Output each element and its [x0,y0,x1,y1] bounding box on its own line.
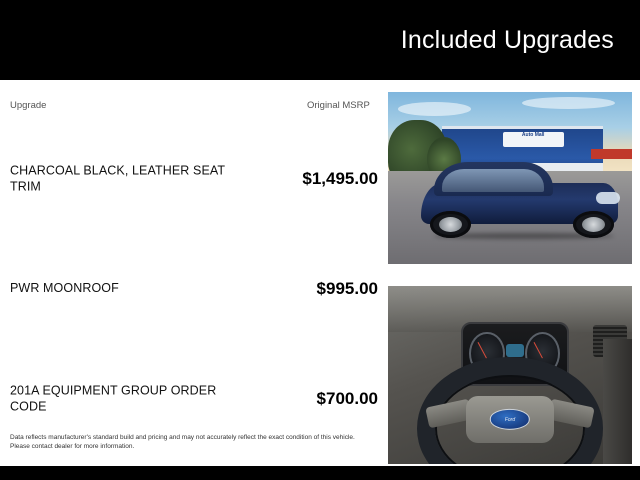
cluster-display [506,344,525,357]
cloud [398,102,471,116]
upgrade-price: $700.00 [316,389,378,408]
upgrades-list [0,124,388,454]
vehicle-exterior-photo [388,92,632,264]
steering-wheel-hub [466,396,554,442]
disclaimer-text: Data reflects manufacturer's standard build and pricing and may not accurately reflect the exact condition of this vehicle. Please contact dealer for more information. [10,433,355,451]
footer-bar [0,466,640,480]
upgrade-label: 201A EQUIPMENT GROUP ORDER CODE [10,383,217,413]
table-row [0,234,388,344]
vehicle-interior-steering-wheel-photo [388,286,632,464]
table-row [0,124,388,234]
wheel-hub [439,217,462,232]
page-title: Included Upgrades [400,25,614,54]
dealer-sign: Auto Mall [503,132,564,147]
upgrade-price: $995.00 [316,279,378,298]
page-header [0,0,640,80]
building-trim [591,149,632,159]
column-header-msrp: Original MSRP [307,100,370,111]
wheel-hub [582,217,605,232]
door-panel [603,339,632,464]
column-header-upgrade: Upgrade [10,100,47,111]
car-wheel-rear [430,211,471,238]
car-body-group [417,161,622,240]
gauge-needle [534,342,544,359]
car-headlight [596,192,621,203]
car-windshield [442,169,544,193]
upgrade-label: CHARCOAL BLACK, LEATHER SEAT TRIM [10,163,225,193]
gauge-needle [478,342,488,359]
upgrade-price: $1,495.00 [302,169,378,188]
ford-badge-icon: Ford [490,409,530,429]
upgrade-label: PWR MOONROOF [10,281,119,296]
